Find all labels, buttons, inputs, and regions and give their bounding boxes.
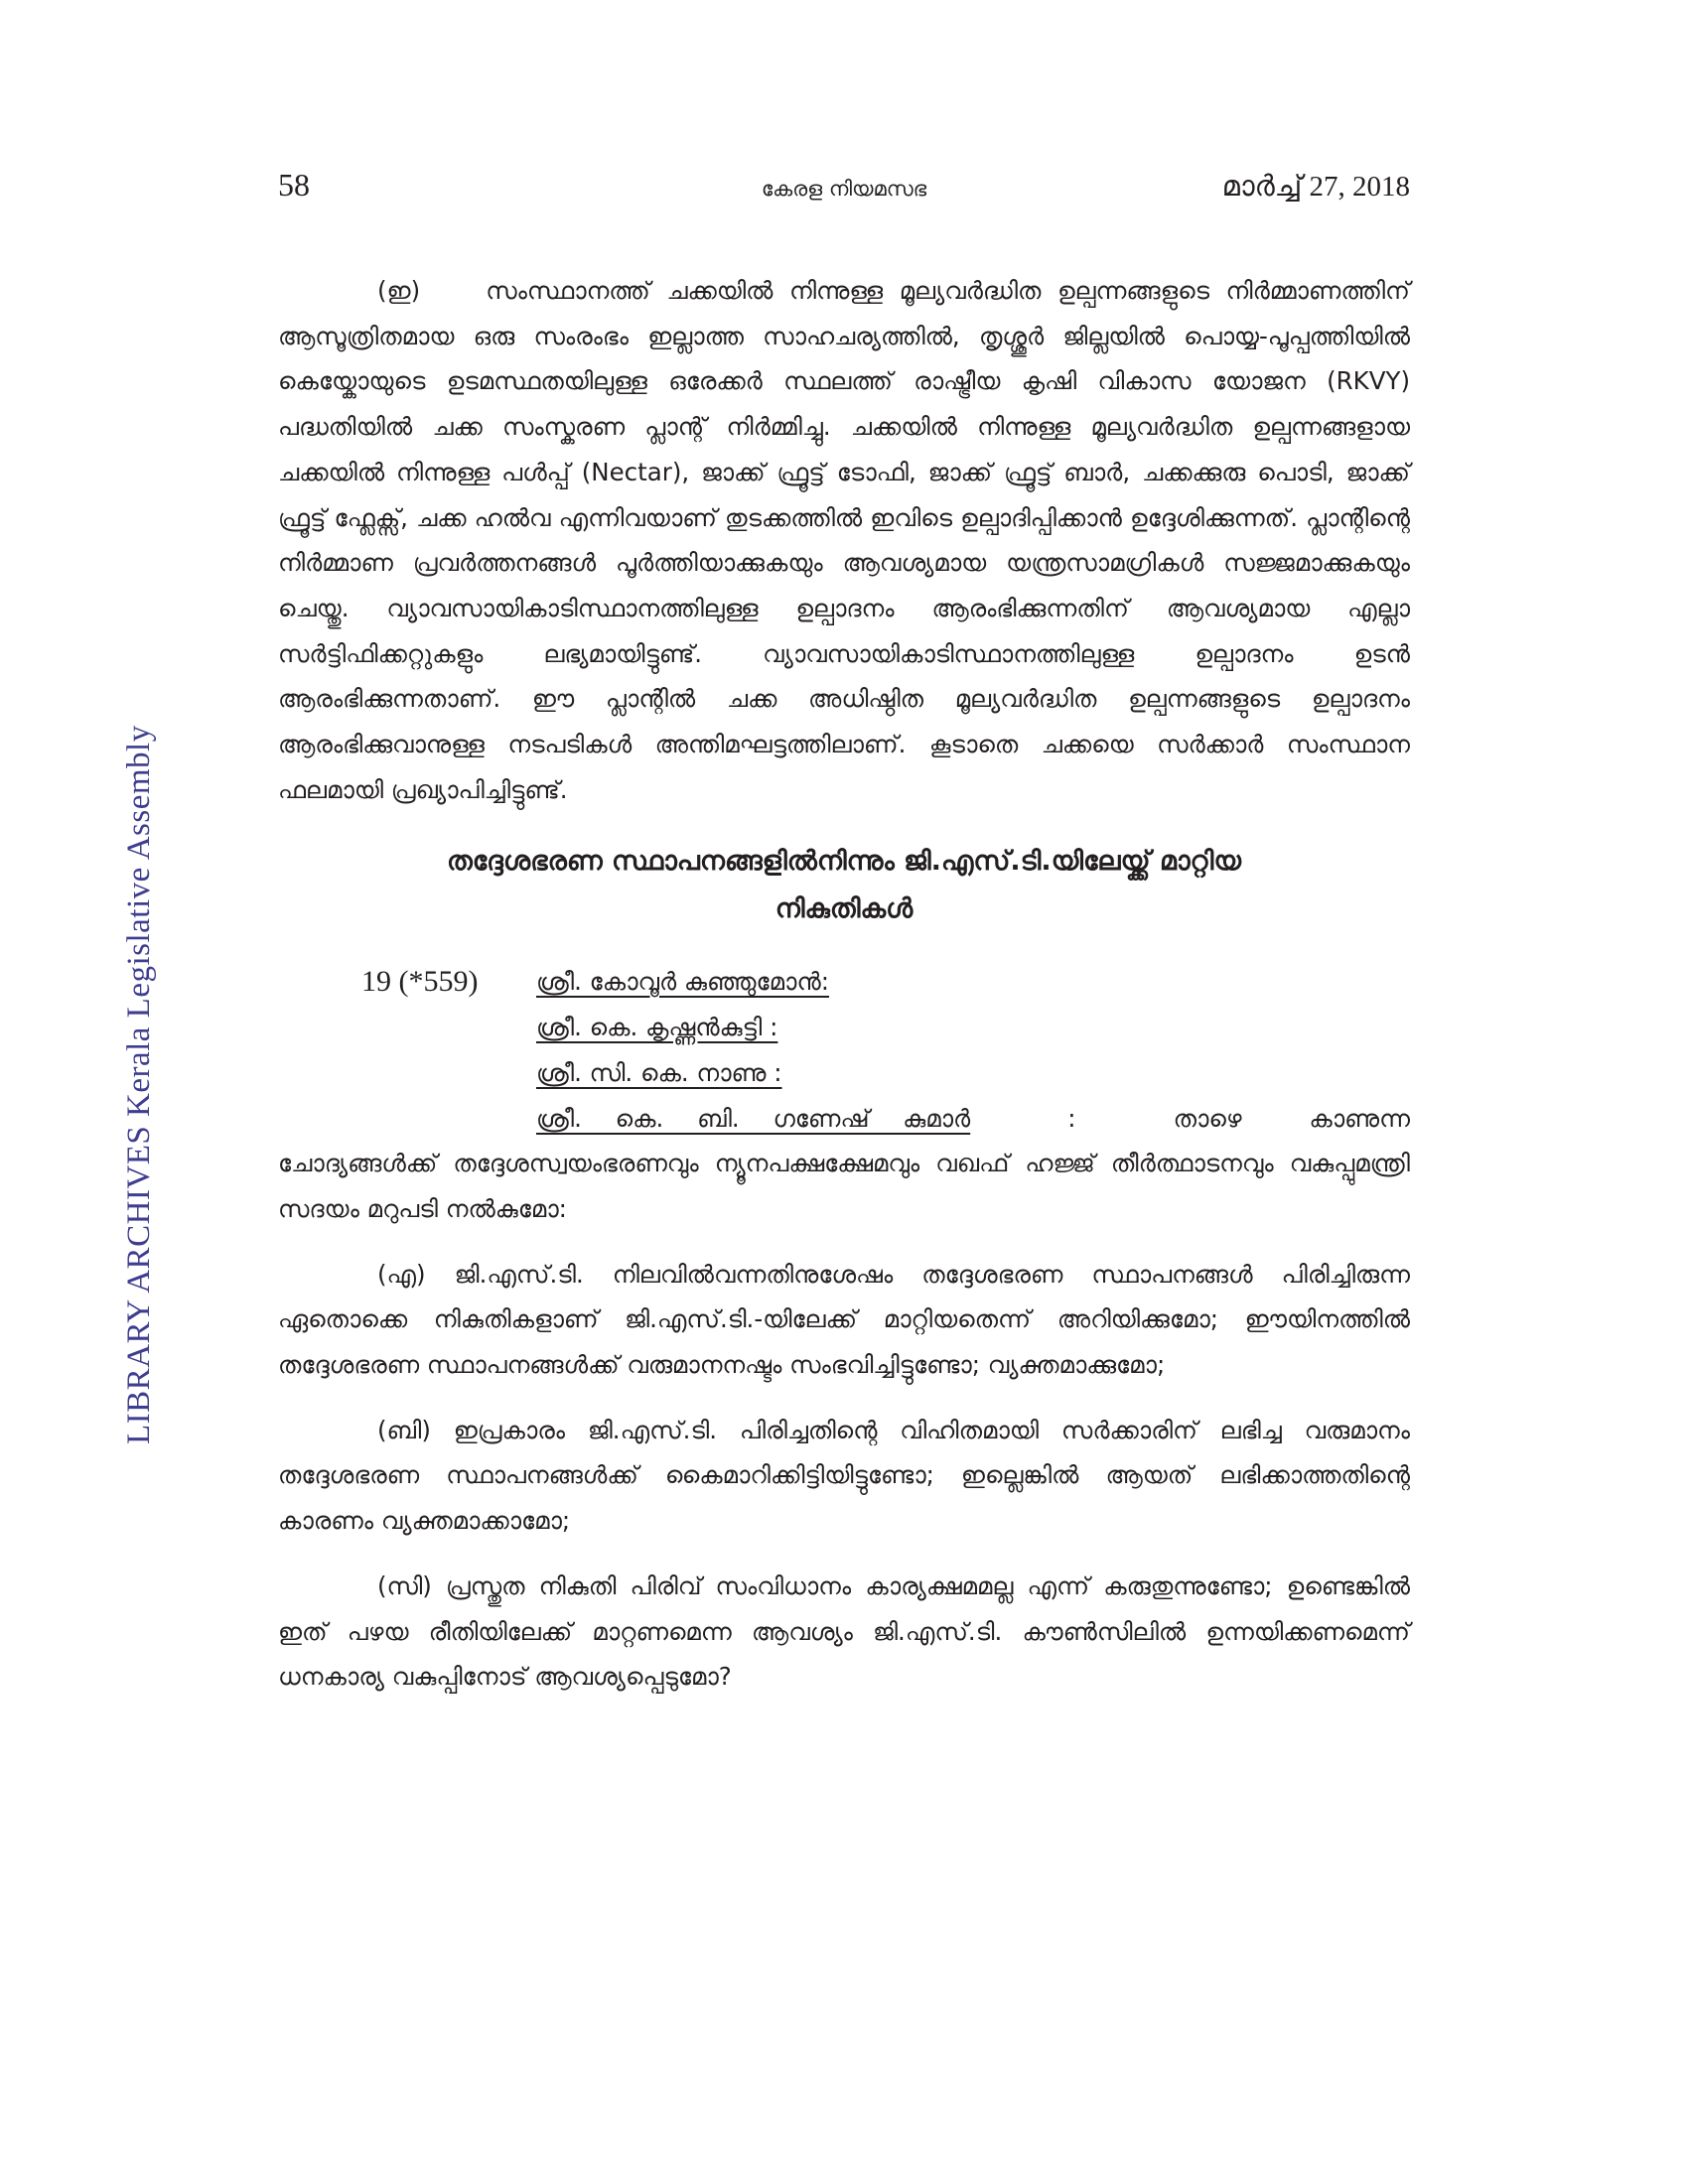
header-date: മാർച്ച് 27, 2018: [1221, 171, 1410, 203]
member-name: [536, 1050, 1410, 1096]
member-name-text: ശ്രീ. കോവൂർ കുഞ്ഞുമോൻ:: [536, 967, 829, 997]
member-name-text: ശ്രീ. കെ. കൃഷ്ണൻകുട്ടി :: [536, 1013, 778, 1042]
sub-question-a: [278, 1252, 1410, 1388]
sub-question-b: [278, 1408, 1410, 1544]
last-member-name: ശ്രീ. കെ. ബി. ഗണേഷ് കുമാർ: [536, 1103, 971, 1133]
archive-watermark: LIBRARY ARCHIVES Kerala Legislative Assembly: [121, 725, 157, 1444]
last-member-line: [536, 1096, 1410, 1142]
section-heading: [278, 838, 1410, 933]
answer-text: സംസ്ഥാനത്ത് ചക്കയിൽ നിന്നുള്ള മൂല്യവർദ്ധിത ഉല്പന്നങ്ങളുടെ നിർമ്മാണത്തിന് ആസൂത്രിതമായ ഒരു സംരംഭം ഇല്ലാത്ത സാഹചര്യത്തിൽ, തൃശ്ശൂർ ജില്ലയിൽ പൊയ്യ-പൂപ്പത്തിയിൽ കെയ്കോയുടെ ഉടമസ്ഥതയിലുള്ള ഒരേക്കർ സ്ഥലത്ത് രാഷ്ട്രീയ കൃഷി വികാസ യോജന (RKVY) പദ്ധതിയിൽ ചക്ക സംസ്കരണ പ്ലാന്റ് നിർമ്മിച്ചു. ചക്കയിൽ നിന്നുള്ള മൂല്യവർദ്ധിത ഉല്പന്നങ്ങളായ ചക്കയിൽ നിന്നുള്ള പൾപ്പ് (Nectar), ജാക്ക് ഫ്രൂട്ട് ടോഫി, ജാക്ക് ഫ്രൂട്ട് ബാർ, ചക്കക്കുരു പൊടി, ജാക്ക് ഫ്രൂട്ട് ഫ്ലേക്സ്, ചക്ക ഹൽവ എന്നിവയാണ് തുടക്കത്തിൽ ഇവിടെ ഉല്പാദിപ്പിക്കാൻ ഉദ്ദേശിക്കുന്നത്. പ്ലാന്റിന്റെ നിർമ്മാണ പ്രവർത്തനങ്ങൾ പൂർത്തിയാക്കുകയും ആവശ്യമായ യന്ത്രസാമഗ്രികൾ സജ്ജമാക്കുകയും ചെയ്തു. വ്യാവസായികാടിസ്ഥാനത്തിലുള്ള ഉല്പാദനം ആരംഭിക്കുന്നതിന് ആവശ്യമായ എല്ലാ സർട്ടിഫിക്കറ്റുകളും ലഭ്യമായിട്ടുണ്ട്. വ്യാവസായികാടിസ്ഥാനത്തിലുള്ള ഉല്പാദനം ഉടൻ ആരംഭിക്കുന്നതാണ്. ഈ പ്ലാന്റിൽ ചക്ക അധിഷ്ഠിത മൂല്യവർദ്ധിത ഉല്പന്നങ്ങളുടെ ഉല്പാദനം ആരംഭിക്കുവാനുള്ള നടപടികൾ അന്തിമഘട്ടത്തിലാണ്. കൂടാതെ ചക്കയെ സർക്കാർ സംസ്ഥാന ഫലമായി പ്രഖ്യാപിച്ചിട്ടുണ്ട്.: [278, 276, 1410, 804]
page-content: [278, 268, 1410, 1700]
sub-question-text: (എ) ജി.എസ്.ടി. നിലവിൽവന്നതിനുശേഷം തദ്ദേശഭരണ സ്ഥാപനങ്ങൾ പിരിച്ചിരുന്ന ഏതൊക്കെ നികുതികളാണ് ജി.എസ്.ടി.-യിലേക്ക് മാറ്റിയതെന്ന് അറിയിക്കുമോ; ഈയിനത്തിൽ തദ്ദേശഭരണ സ്ഥാപനങ്ങൾക്ക് വരുമാനനഷ്ടം സംഭവിച്ചിട്ടുണ്ടോ; വ്യക്തമാക്കുമോ;: [278, 1259, 1410, 1380]
answer-label: (ഇ): [377, 276, 421, 305]
member-name: [536, 1005, 1410, 1050]
question-intro: ചോദ്യങ്ങൾക്ക് തദ്ദേശസ്വയംഭരണവും ന്യൂനപക്ഷക്ഷേമവും വഖഫ് ഹജ്ജ് തീർത്ഥാടനവും വകുപ്പുമന്ത്രി സദയം മറുപടി നൽകുമോ:: [278, 1149, 1410, 1223]
intro-start: താഴെ കാണുന്ന: [1173, 1103, 1410, 1133]
question-block: [278, 959, 1410, 1231]
heading-line-2: നികുതികൾ: [774, 893, 914, 925]
page-number: 58: [278, 167, 310, 203]
member-colon: :: [1067, 1103, 1076, 1133]
member-name-text: ശ്രീ. സി. കെ. നാണു :: [536, 1057, 782, 1087]
running-title: കേരള നിയമസഭ: [761, 177, 927, 201]
member-list: [536, 959, 1410, 1095]
sub-question-text: (ബി) ഇപ്രകാരം ജി.എസ്.ടി. പിരിച്ചതിന്റെ വിഹിതമായി സർക്കാരിന് ലഭിച്ച വരുമാനം തദ്ദേശഭരണ സ്ഥാപനങ്ങൾക്ക് കൈമാറിക്കിട്ടിയിട്ടുണ്ടോ; ഇല്ലെങ്കിൽ ആയത് ലഭിക്കാത്തതിന്റെ കാരണം വ്യക്തമാക്കാമോ;: [278, 1415, 1410, 1536]
question-number: 19 (*559): [361, 965, 479, 999]
heading-line-1: തദ്ദേശഭരണ സ്ഥാപനങ്ങളിൽനിന്നും ജി.എസ്.ടി.യിലേയ്ക്ക് മാറ്റിയ: [446, 846, 1241, 878]
page-header: [278, 167, 1410, 216]
sub-question-text: (സി) പ്രസ്തുത നികുതി പിരിവ് സംവിധാനം കാര്യക്ഷമമല്ല എന്ന് കരുതുന്നുണ്ടോ; ഉണ്ടെങ്കിൽ ഇത് പഴയ രീതിയിലേക്ക് മാറ്റണമെന്ന ആവശ്യം ജി.എസ്.ടി. കൗൺസിലിൽ ഉന്നയിക്കണമെന്ന് ധനകാര്യ വകുപ്പിനോട് ആവശ്യപ്പെടുമോ?: [278, 1570, 1410, 1692]
answer-paragraph: [278, 268, 1410, 812]
member-name: [536, 959, 1410, 1005]
sub-question-c: [278, 1564, 1410, 1700]
